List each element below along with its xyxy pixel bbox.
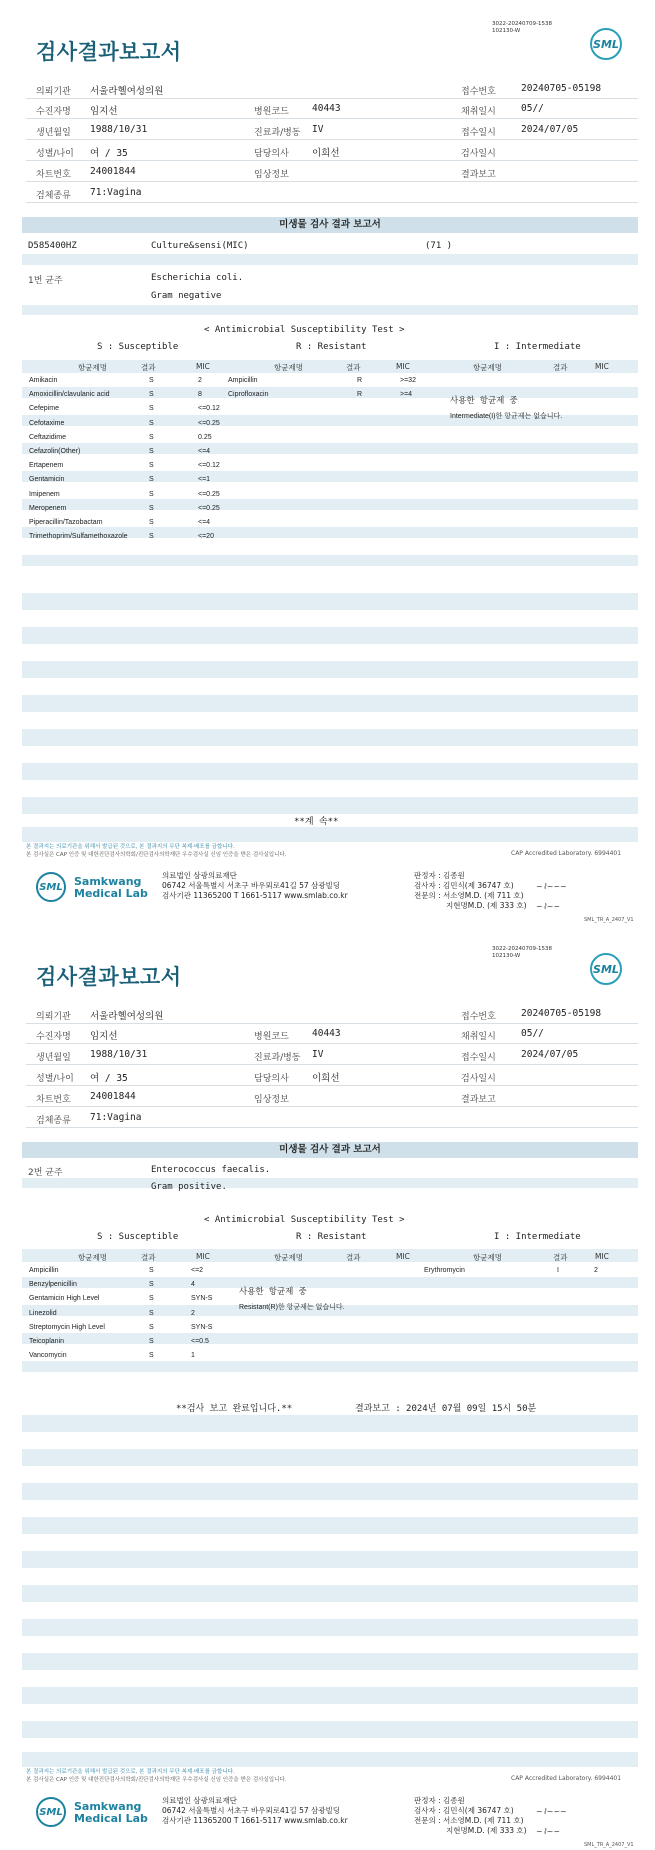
ast-result-cell: S (149, 433, 154, 441)
sml-logo-icon: SML (590, 953, 622, 985)
col-result: 결과 (141, 1253, 156, 1262)
ast-mic-cell: 8 (198, 391, 202, 399)
ast-mic-cell: <=0.5 (191, 1338, 209, 1345)
continued-text: **계 속** (294, 817, 339, 827)
hospital-code-value: 40443 (312, 1028, 341, 1039)
page-title: 검사결과보고서 (36, 40, 182, 64)
page-title: 검사결과보고서 (36, 965, 182, 989)
test-code: D585400HZ (28, 241, 77, 251)
ast-mic-cell: <=2 (191, 1267, 204, 1274)
ast-drug-cell: Streptomycin High Level (29, 1323, 105, 1331)
ast-result-cell: S (149, 476, 154, 484)
ast-drug-cell: Vancomycin (29, 1352, 67, 1360)
ast-drug-cell: Cefepime (29, 405, 59, 413)
col-drug: 항균제명 (274, 363, 303, 372)
ast-mic-cell: 2 (191, 1309, 195, 1317)
ast-drug-cell: Ampicillin (29, 1267, 59, 1274)
hospital-value: 서울라헬여성의원 (90, 1011, 164, 1022)
collect-date-label: 채취일시 (461, 107, 496, 117)
ast-drug-cell: Linezolid (29, 1309, 57, 1317)
signature-icon: ~⌇~∽~ (536, 1807, 567, 1816)
ast-drug-cell: Ampicillin (228, 377, 258, 384)
receipt-date-value: 2024/07/05 (521, 124, 579, 135)
organism-label: 2번 균주 (28, 1168, 63, 1178)
col-mic: MIC (396, 1252, 410, 1261)
hospital-code-label: 병원코드 (254, 1032, 289, 1042)
ast-mic-cell: SYN-S (191, 1323, 213, 1331)
sml-logo-icon: SML (36, 872, 66, 902)
patient-name-label: 수진자명 (36, 1032, 71, 1042)
registration-number: 3022-20240709-1538 102130-W (492, 946, 552, 959)
ast-mic-cell: >=4 (400, 391, 413, 399)
ast-result-cell: S (149, 519, 154, 526)
ast-result-cell: R (357, 377, 363, 384)
ast-title: < Antimicrobial Susceptibility Test > (204, 1215, 405, 1225)
ast-mic-cell: <=0.25 (198, 504, 220, 512)
ast-drug-cell: Cefotaxime (29, 419, 65, 427)
col-result: 결과 (553, 1253, 568, 1262)
dob-value: 1988/10/31 (90, 1049, 148, 1060)
legend-resistant: R : Resistant (296, 1232, 367, 1242)
form-code: SML_TR_A_2407_V1 (584, 1842, 634, 1848)
disclaimer-2: 본 검사실은 CAP 인증 및 대한진단검사의학회/진단검사의학재단 우수검사실 신임 인증을 받은 검사실입니다. (26, 852, 287, 858)
receipt-date-label: 접수일시 (461, 1053, 496, 1063)
specimen-label: 검체종류 (36, 191, 71, 201)
ast-drug-cell: Teicoplanin (29, 1338, 65, 1345)
ast-result-cell: S (149, 405, 154, 413)
ast-mic-cell: >=32 (400, 377, 416, 384)
col-result: 결과 (346, 363, 361, 372)
complete-text: **검사 보고 완료입니다.** (176, 1404, 293, 1414)
ast-result-cell: S (149, 462, 154, 470)
ast-mic-cell: <=0.12 (198, 405, 220, 413)
brand-name: Samkwang Medical Lab (74, 875, 148, 900)
specimen-value: 71:Vagina (90, 187, 142, 198)
doctor-label: 담당의사 (254, 1074, 289, 1084)
lab-address: 의료법인 삼광의료재단 06742 서울특별시 서초구 바우뫼로41길 57 삼광빌딩 검사기관 11365200 T 1661-5117 www.smlab.co.kr (162, 1796, 348, 1825)
col-drug: 항균제명 (473, 1253, 502, 1262)
clinical-info-label: 임상정보 (254, 1095, 289, 1105)
ast-drug-cell: Gentamicin (29, 476, 65, 484)
specimen-label: 검체종류 (36, 1116, 71, 1126)
intermediate-note-1: 사용한 항균제 중 (450, 396, 518, 406)
department-value: IV (312, 124, 324, 135)
gram-stain: Gram negative (151, 291, 222, 301)
receipt-date-value: 2024/07/05 (521, 1049, 579, 1060)
hospital-code-label: 병원코드 (254, 107, 289, 117)
legend-susceptible: S : Susceptible (97, 342, 179, 352)
col-drug: 항균제명 (473, 363, 502, 372)
ast-result-cell: S (149, 533, 154, 541)
ast-result-cell: S (149, 1281, 154, 1289)
ast-mic-cell: <=0.25 (198, 490, 220, 498)
doctor-label: 담당의사 (254, 149, 289, 159)
dob-label: 생년월일 (36, 1053, 71, 1063)
ast-result-cell: S (149, 1309, 154, 1317)
col-mic: MIC (396, 362, 410, 371)
chart-no-label: 차트번호 (36, 1095, 71, 1105)
hospital-label: 의뢰기관 (36, 87, 71, 97)
resistant-note-1: 사용한 항균제 중 (239, 1287, 307, 1297)
ast-mic-cell: <=4 (198, 448, 211, 455)
test-date-label: 검사일시 (461, 149, 496, 159)
hospital-code-value: 40443 (312, 103, 341, 114)
sml-logo-icon: SML (590, 28, 622, 60)
patient-name-value: 임지선 (90, 106, 118, 117)
col-drug: 항균제명 (78, 363, 107, 372)
col-drug: 항균제명 (274, 1253, 303, 1262)
cap-accreditation: CAP Accredited Laboratory. 6994401 (511, 1775, 622, 1782)
result-report-label: 결과보고 (461, 170, 496, 180)
disclaimer-2: 본 검사실은 CAP 인증 및 대한진단검사의학회/진단검사의학재단 우수검사실 신임 인증을 받은 검사실입니다. (26, 1777, 287, 1783)
legend-susceptible: S : Susceptible (97, 1232, 179, 1242)
organism-name: Escherichia coli. (151, 273, 244, 283)
ast-drug-cell: Ciprofloxacin (228, 391, 269, 399)
ast-mic-cell: 4 (191, 1281, 195, 1289)
ast-result-cell: S (149, 419, 154, 427)
department-label: 진료과/병동 (254, 128, 301, 138)
intermediate-note-2: Intermediate(I)한 항균제는 없습니다. (450, 413, 563, 420)
ast-result-cell: S (149, 1352, 154, 1360)
section-header: 미생물 검사 결과 보고서 (22, 217, 638, 233)
receipt-date-label: 접수일시 (461, 128, 496, 138)
ast-mic-cell: 2 (198, 377, 202, 384)
ast-mic-cell: 0.25 (198, 433, 212, 441)
ast-mic-cell: <=0.25 (198, 419, 220, 427)
ast-drug-cell: Piperacillin/Tazobactam (29, 519, 103, 526)
chart-no-label: 차트번호 (36, 170, 71, 180)
doctor-value: 이희선 (312, 1073, 340, 1084)
test-name: Culture&sensi(MIC) (151, 241, 249, 251)
hospital-label: 의뢰기관 (36, 1012, 71, 1022)
disclaimer-1: 본 결과지는 의료기관을 위해서 발급된 것으로, 본 결과지의 무단 복제·배포를 금합니다. (26, 844, 235, 850)
hospital-value: 서울라헬여성의원 (90, 86, 164, 97)
specimen-value: 71:Vagina (90, 1112, 142, 1123)
doctor-value: 이희선 (312, 148, 340, 159)
legend-intermediate: I : Intermediate (494, 342, 581, 352)
signature-icon: ~⌇~∽~ (536, 882, 567, 891)
chart-no-value: 24001844 (90, 1091, 136, 1102)
ast-result-cell: S (149, 448, 154, 455)
col-mic: MIC (196, 1252, 210, 1261)
lab-address: 의료법인 삼광의료재단 06742 서울특별시 서초구 바우뫼로41길 57 삼광빌딩 검사기관 11365200 T 1661-5117 www.smlab.co.kr (162, 871, 348, 900)
signature-icon: ∽⌇~∽ (536, 902, 561, 911)
ast-result-cell: S (149, 377, 154, 384)
gram-stain: Gram positive. (151, 1182, 227, 1192)
ast-mic-cell: <=4 (198, 519, 211, 526)
legend-resistant: R : Resistant (296, 342, 367, 352)
patient-name-value: 임지선 (90, 1031, 118, 1042)
col-result: 결과 (141, 363, 156, 372)
ast-mic-cell: 2 (594, 1267, 598, 1274)
signatures: 판정자 : 김종원 검사자 : 김민식(제 36747 호) 전문의 : 서소영M.D. (제 711 호) 지현명M.D. (제 333 호) (414, 1796, 527, 1835)
col-result: 결과 (346, 1253, 361, 1262)
dob-value: 1988/10/31 (90, 124, 148, 135)
ast-drug-cell: Imipenem (29, 490, 60, 498)
report-time: 결과보고 : 2024년 07월 09일 15시 50분 (355, 1404, 537, 1414)
section-header: 미생물 검사 결과 보고서 (22, 1142, 638, 1158)
sml-logo-icon: SML (36, 1797, 66, 1827)
receipt-no-label: 접수번호 (461, 87, 496, 97)
col-result: 결과 (553, 363, 568, 372)
col-mic: MIC (595, 362, 609, 371)
form-code: SML_TR_A_2407_V1 (584, 917, 634, 923)
ast-drug-cell: Cefazolin(Other) (29, 448, 81, 455)
ast-drug-cell: Ceftazidime (29, 433, 66, 441)
ast-drug-cell: Gentamicin High Level (29, 1295, 100, 1303)
cap-accreditation: CAP Accredited Laboratory. 6994401 (511, 850, 622, 857)
ast-title: < Antimicrobial Susceptibility Test > (204, 325, 405, 335)
collect-date-label: 채취일시 (461, 1032, 496, 1042)
ast-drug-cell: Meropenem (29, 504, 67, 512)
ast-mic-cell: SYN-S (191, 1295, 213, 1303)
dob-label: 생년월일 (36, 128, 71, 138)
ast-drug-cell: Amikacin (29, 377, 58, 384)
brand-name: Samkwang Medical Lab (74, 1800, 148, 1825)
ast-drug-cell: Amoxicillin/clavulanic acid (29, 391, 110, 399)
collect-date-value: 05// (521, 1028, 544, 1039)
ast-result-cell: S (149, 490, 154, 498)
department-value: IV (312, 1049, 324, 1060)
organism-name: Enterococcus faecalis. (151, 1165, 271, 1175)
report-page-2 (0, 925, 655, 1850)
ast-result-cell: S (149, 1295, 154, 1303)
sex-age-label: 성별/나이 (36, 1074, 74, 1084)
col-mic: MIC (196, 362, 210, 371)
ast-mic-cell: <=1 (198, 476, 211, 484)
ast-result-cell: R (357, 391, 363, 399)
signatures: 판정자 : 김종원 검사자 : 김민식(제 36747 호) 전문의 : 서소영M.D. (제 711 호) 지현명M.D. (제 333 호) (414, 871, 527, 910)
collect-date-value: 05// (521, 103, 544, 114)
resistant-note-2: Resistant(R)한 항균제는 없습니다. (239, 1304, 345, 1311)
ast-result-cell: S (149, 391, 154, 399)
receipt-no-value: 20240705-05198 (521, 1008, 602, 1019)
receipt-no-label: 접수번호 (461, 1012, 496, 1022)
chart-no-value: 24001844 (90, 166, 136, 177)
col-mic: MIC (595, 1252, 609, 1261)
ast-mic-cell: <=0.12 (198, 462, 220, 470)
organism-label: 1번 균주 (28, 276, 63, 286)
disclaimer-1: 본 결과지는 의료기관을 위해서 발급된 것으로, 본 결과지의 무단 복제·배포를 금합니다. (26, 1769, 235, 1775)
ast-drug-cell: Benzylpenicillin (29, 1281, 77, 1289)
ast-drug-cell: Trimethoprim/Sulfamethoxazole (29, 533, 128, 541)
col-drug: 항균제명 (78, 1253, 107, 1262)
test-date-label: 검사일시 (461, 1074, 496, 1084)
sex-age-value: 여 / 35 (90, 148, 128, 159)
ast-result-cell: S (149, 1267, 154, 1274)
signature-icon: ∽⌇~∽ (536, 1827, 561, 1836)
legend-intermediate: I : Intermediate (494, 1232, 581, 1242)
test-specimen: (71 ) (425, 241, 453, 251)
ast-result-cell: S (149, 504, 154, 512)
ast-drug-cell: Ertapenem (29, 462, 64, 470)
department-label: 진료과/병동 (254, 1053, 301, 1063)
ast-result-cell: S (149, 1338, 154, 1345)
registration-number: 3022-20240709-1538 102130-W (492, 21, 552, 34)
sex-age-label: 성별/나이 (36, 149, 74, 159)
ast-mic-cell: 1 (191, 1352, 195, 1360)
clinical-info-label: 임상정보 (254, 170, 289, 180)
patient-name-label: 수진자명 (36, 107, 71, 117)
receipt-no-value: 20240705-05198 (521, 83, 602, 94)
ast-result-cell: S (149, 1323, 154, 1331)
result-report-label: 결과보고 (461, 1095, 496, 1105)
sex-age-value: 여 / 35 (90, 1073, 128, 1084)
ast-result-cell: I (557, 1267, 559, 1274)
ast-mic-cell: <=20 (198, 533, 214, 541)
ast-drug-cell: Erythromycin (424, 1267, 465, 1274)
